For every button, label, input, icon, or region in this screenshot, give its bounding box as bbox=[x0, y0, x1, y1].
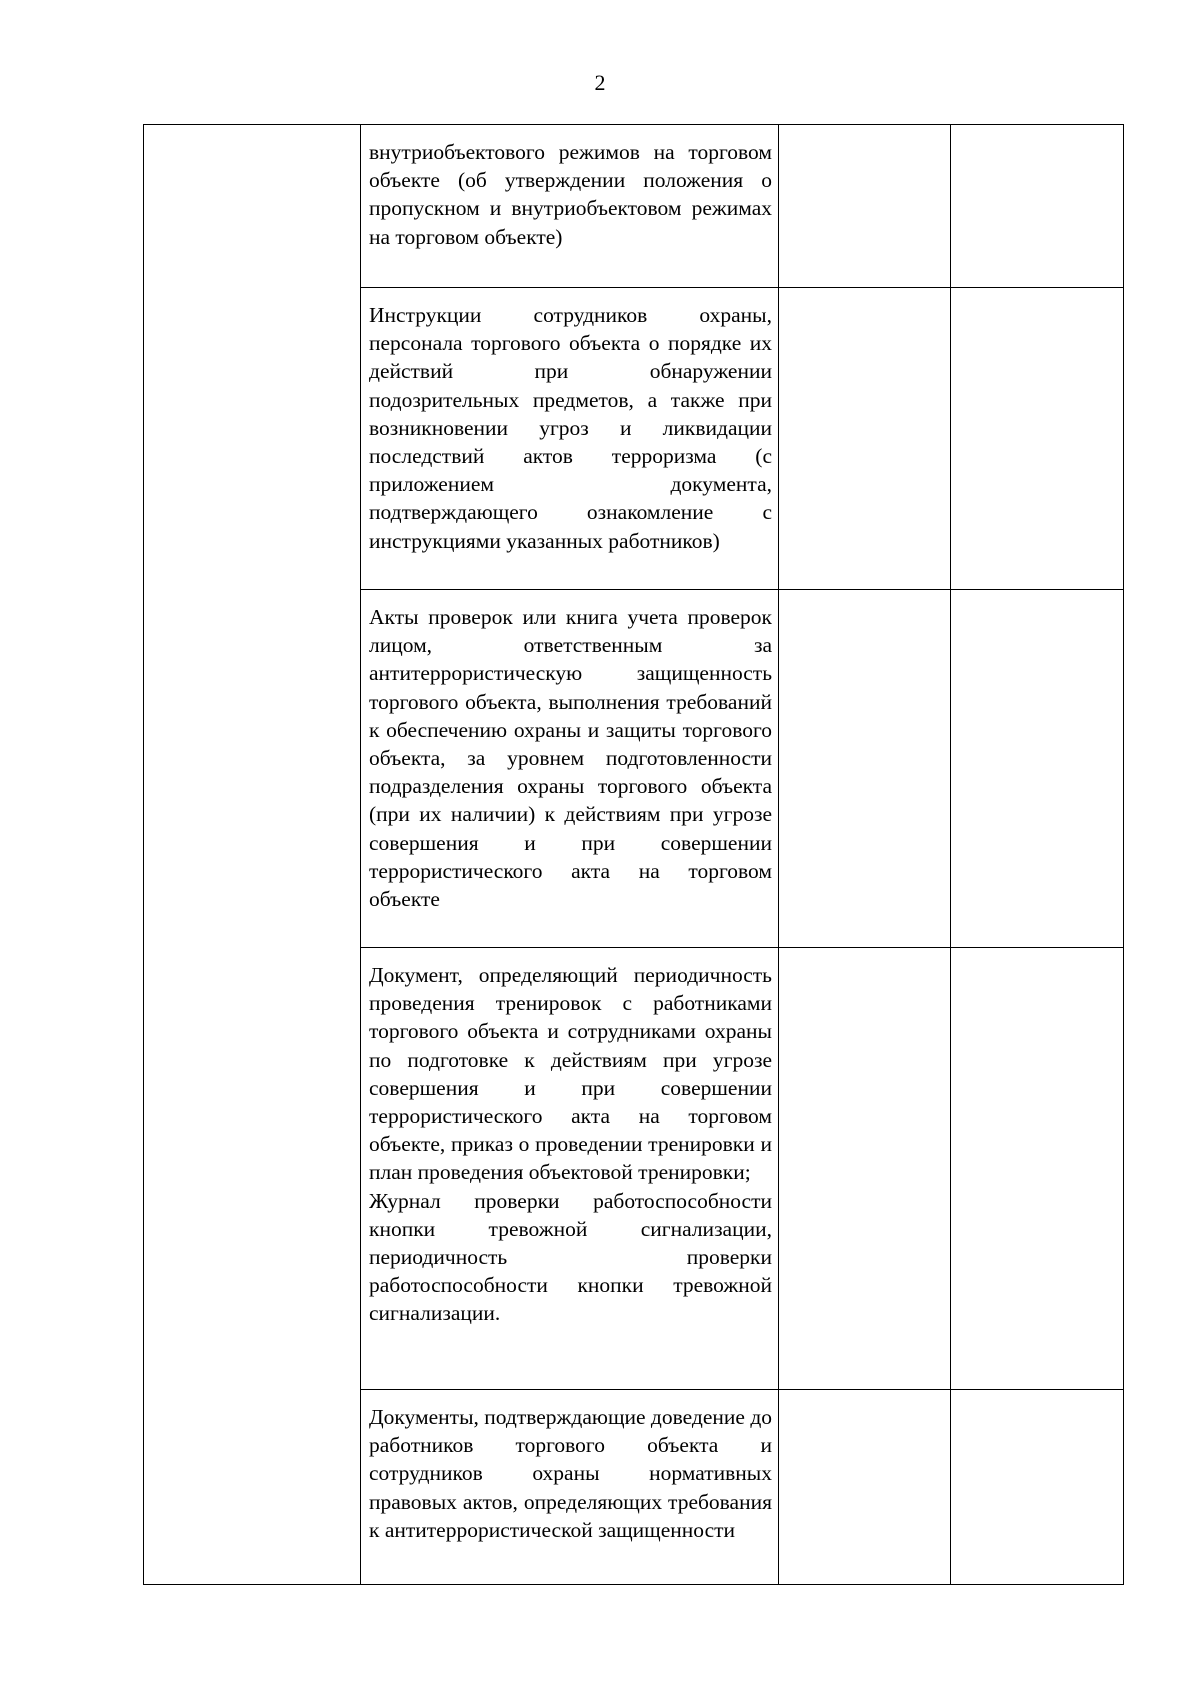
document-description-cell bbox=[361, 125, 779, 288]
empty-cell bbox=[951, 288, 1124, 590]
document-description-paragraph: Документ, определяющий периодичность проведения тренировок с работниками торгового объекта и сотрудниками охраны по подготовке к действиям при угрозе совершения и при совершении террористического акта на торговом объекте, приказ о проведении тренировки и план проведения объектовой тренировки; bbox=[369, 963, 772, 1185]
empty-cell bbox=[779, 948, 951, 1390]
empty-cell bbox=[779, 288, 951, 590]
document-description-paragraph: Журнал проверки работоспособности кнопки тревожной сигнализации, периодичность проверки работоспособности кнопки тревожной сигнализации. bbox=[369, 1188, 772, 1326]
empty-cell bbox=[951, 948, 1124, 1390]
empty-cell bbox=[951, 590, 1124, 948]
document-description-cell bbox=[361, 1390, 779, 1585]
page-number: 2 bbox=[594, 70, 606, 95]
merged-first-column-cell bbox=[144, 125, 361, 1585]
empty-cell bbox=[779, 125, 951, 288]
empty-cell bbox=[779, 590, 951, 948]
document-description-cell bbox=[361, 288, 779, 590]
document-table bbox=[143, 124, 1124, 1585]
empty-cell bbox=[951, 125, 1124, 288]
document-description-text: Акты проверок или книга учета проверок лицом, ответственным за антитеррористическую защищенность торгового объекта, выполнения требований к обеспечению охраны и защиты торгового объекта, за уровнем подготовленности подразделения охраны торгового объекта (при их наличии) к действиям при угрозе совершения и при совершении террористического акта на торговом объекте bbox=[369, 605, 772, 912]
document-description-cell bbox=[361, 948, 779, 1390]
document-description-text: внутриобъектового режимов на торговом объекте (об утверждении положения о пропускном и внутриобъектовом режимах на торговом объекте) bbox=[369, 140, 772, 249]
empty-cell bbox=[951, 1390, 1124, 1585]
table-row bbox=[144, 125, 1124, 288]
document-description-text: Инструкции сотрудников охраны, персонала торгового объекта о порядке их действий при обнаружении подозрительных предметов, а также при возникновении угроз и ликвидации последствий актов терроризма (с приложением документа, подтверждающего ознакомление с инструкциями указанных работников) bbox=[369, 303, 772, 553]
empty-cell bbox=[779, 1390, 951, 1585]
document-description-text: Документы, подтверждающие доведение до работников торгового объекта и сотрудников охраны нормативных правовых актов, определяющих требования к антитеррористической защищенности bbox=[369, 1405, 773, 1542]
document-description-cell bbox=[361, 590, 779, 948]
document-description-text bbox=[361, 948, 778, 1334]
